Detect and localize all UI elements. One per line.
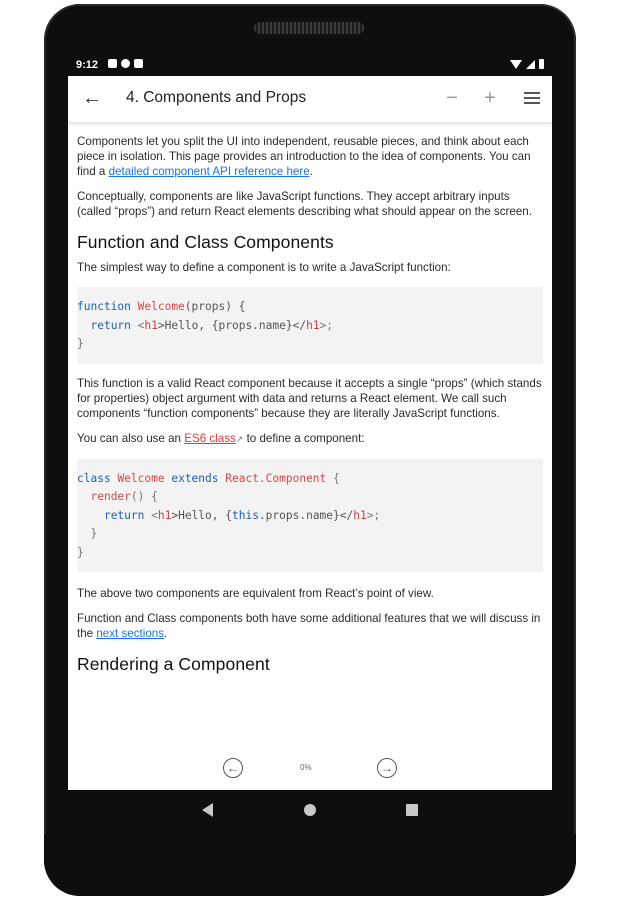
- reader-bottom-bar: [68, 746, 552, 790]
- api-reference-link[interactable]: detailed component API reference here: [108, 165, 310, 178]
- code-block: function Welcome(props) { return <h1>Hello, {props.name}</h1>; }: [77, 287, 543, 364]
- arrow-left-icon[interactable]: ←: [82, 87, 102, 109]
- paragraph: The above two components are equivalent from React’s point of view.: [77, 587, 434, 600]
- status-time: 9:12: [76, 59, 99, 71]
- system-recents-icon[interactable]: [406, 804, 418, 816]
- paragraph: Conceptually, components are like JavaScript functions. They accept arbitrary inputs (called “props”) and return React elements describing what should appear on the screen.: [77, 190, 532, 218]
- notification-icon: [121, 59, 130, 68]
- section-heading: Function and Class Components: [77, 232, 334, 252]
- es6-class-link[interactable]: ES6 class: [184, 431, 236, 445]
- system-navigation-bar: [68, 790, 552, 834]
- system-back-icon[interactable]: [202, 803, 213, 817]
- next-sections-link[interactable]: next sections: [96, 627, 165, 640]
- notification-icon: [134, 59, 143, 68]
- system-home-icon[interactable]: [304, 804, 316, 816]
- notification-icons: [108, 59, 143, 68]
- arrow-right-circle-icon[interactable]: →: [377, 758, 397, 778]
- paragraph: You can also use an ES6 class↗ to define a component:: [77, 431, 365, 445]
- paragraph: This function is a valid React component because it accepts a single “props” (which stands for properties) object argument with data and returns a React element. We call such components “function components” because they are literally JavaScript functions.: [77, 376, 542, 420]
- status-right: [510, 59, 544, 69]
- app-screen: [68, 76, 552, 790]
- battery-icon: [539, 59, 544, 69]
- paragraph: The simplest way to define a component is to write a JavaScript function:: [77, 261, 451, 274]
- zoom-out-button[interactable]: −: [446, 87, 458, 109]
- wifi-icon: [510, 60, 522, 69]
- paragraph: Components let you split the UI into independent, reusable pieces, and think about each piece in isolation. This page provides an introduction to the idea of components. You can find a detailed component API reference here.: [77, 135, 531, 178]
- article-content[interactable]: [68, 123, 552, 746]
- arrow-left-circle-icon[interactable]: ←: [223, 758, 243, 778]
- paragraph: Function and Class components both have some additional features that we will discuss in the next sections.: [77, 612, 541, 640]
- tablet-bezel-bottom: [44, 834, 576, 896]
- external-link-icon: ↗: [235, 433, 244, 444]
- zoom-in-button[interactable]: +: [484, 87, 496, 109]
- signal-icon: [526, 60, 535, 69]
- progress-label: 0%: [300, 763, 312, 772]
- notification-icon: [108, 59, 117, 68]
- page-title: 4. Components and Props: [126, 89, 307, 106]
- code-block: class Welcome extends React.Component { render() { return <h1>Hello, {this.props.name}</h1>; } }: [77, 459, 543, 573]
- section-heading: Rendering a Component: [77, 654, 270, 674]
- hamburger-menu-icon[interactable]: [524, 92, 540, 104]
- status-bar: [68, 56, 552, 76]
- speaker-grille: [254, 22, 364, 34]
- app-bar: [68, 76, 552, 123]
